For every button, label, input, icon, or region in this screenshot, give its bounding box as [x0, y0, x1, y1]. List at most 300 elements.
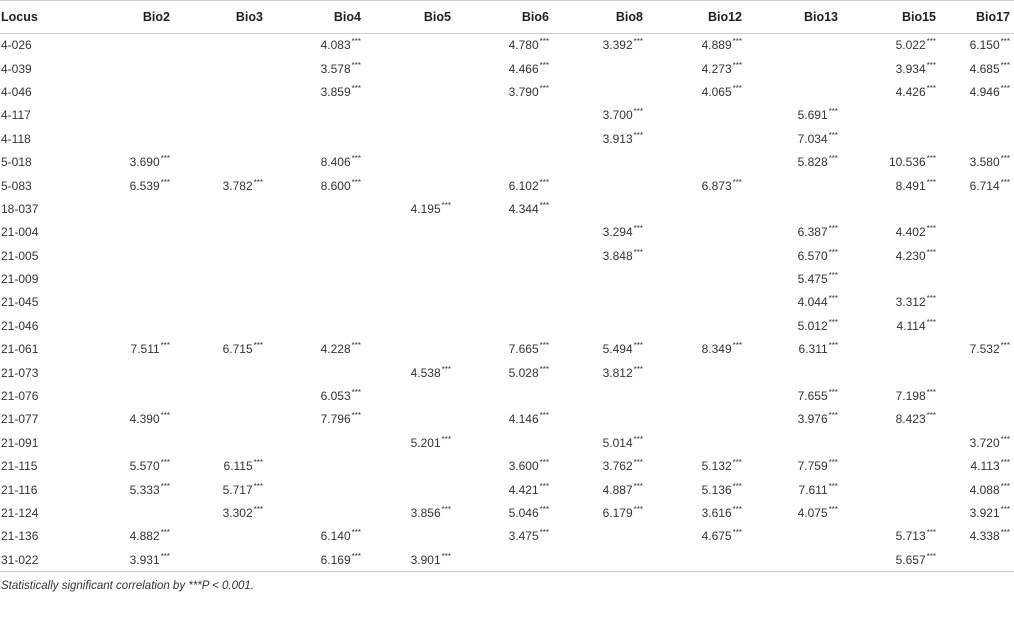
cell-value: 6.570: [797, 248, 828, 263]
cell-value: 5.475: [797, 272, 828, 287]
cell-value: 3.976: [797, 412, 828, 427]
value-cell: [365, 80, 455, 103]
cell-value: 6.169: [320, 552, 351, 567]
value-cell: [647, 80, 746, 103]
cell-value: 4.882: [129, 529, 160, 544]
significance-marker: ***: [926, 294, 936, 304]
value-cell: [365, 104, 455, 127]
header-row: [0, 1, 1014, 34]
significance-marker: ***: [539, 177, 549, 187]
significance-marker: ***: [633, 434, 643, 444]
significance-marker: ***: [926, 37, 936, 47]
value-cell: [746, 525, 842, 548]
value-cell: [455, 314, 553, 337]
value-cell: [71, 408, 174, 431]
value-cell: [940, 80, 1014, 103]
value-cell: [455, 267, 553, 290]
cell-value: 3.580: [969, 155, 1000, 170]
value-cell: [71, 150, 174, 173]
value-cell: [746, 244, 842, 267]
value-cell: [647, 478, 746, 501]
value-cell: [365, 525, 455, 548]
locus-cell: 21-076: [1, 389, 39, 404]
cell-value: 4.088: [969, 482, 1000, 497]
cell-value: 3.934: [895, 61, 926, 76]
value-cell: [174, 525, 267, 548]
cell-value: 3.700: [602, 108, 633, 123]
value-cell: [647, 127, 746, 150]
value-cell: [365, 314, 455, 337]
value-cell: [553, 478, 647, 501]
cell-value: 6.873: [701, 178, 732, 193]
value-cell: [553, 291, 647, 314]
cell-value: 4.344: [508, 201, 539, 216]
value-cell: [174, 80, 267, 103]
value-cell: [267, 361, 365, 384]
value-cell: [267, 150, 365, 173]
value-cell: [647, 150, 746, 173]
value-cell: [746, 34, 842, 57]
significance-marker: ***: [1000, 60, 1010, 70]
value-cell: [365, 244, 455, 267]
significance-marker: ***: [926, 83, 936, 93]
column-header-bio8: Bio8: [553, 1, 647, 34]
value-cell: [71, 384, 174, 407]
locus-cell: 31-022: [0, 548, 71, 571]
value-cell: [71, 34, 174, 57]
value-cell: [553, 267, 647, 290]
value-cell: [842, 314, 940, 337]
value-cell: [174, 267, 267, 290]
value-cell: [174, 291, 267, 314]
cell-value: 5.012: [797, 318, 828, 333]
table-row: [0, 361, 1014, 384]
significance-marker: ***: [732, 481, 742, 491]
value-cell: [365, 197, 455, 220]
cell-value: 3.848: [602, 248, 633, 263]
cell-value: 3.294: [602, 225, 633, 240]
significance-marker: ***: [253, 177, 263, 187]
cell-value: 4.113: [970, 459, 1000, 474]
value-cell: [174, 501, 267, 524]
value-cell: [842, 197, 940, 220]
value-cell: [842, 244, 940, 267]
cell-value: 3.475: [508, 529, 539, 544]
locus-cell: 21-091: [1, 435, 39, 450]
value-cell: [746, 408, 842, 431]
value-cell: [174, 314, 267, 337]
cell-value: 4.538: [410, 365, 441, 380]
value-cell: [174, 455, 267, 478]
cell-value: 4.675: [701, 529, 732, 544]
significance-marker: ***: [926, 388, 936, 398]
value-cell: [455, 34, 553, 57]
value-cell: [940, 455, 1014, 478]
significance-marker: ***: [1000, 434, 1010, 444]
value-cell: [267, 244, 365, 267]
value-cell: [746, 127, 842, 150]
value-cell: [71, 267, 174, 290]
significance-marker: ***: [633, 130, 643, 140]
cell-value: 4.083: [320, 38, 351, 53]
table-row: [0, 104, 1014, 127]
value-cell: [553, 57, 647, 80]
value-cell: [71, 80, 174, 103]
value-cell: [71, 455, 174, 478]
cell-value: 3.931: [129, 552, 160, 567]
value-cell: [71, 478, 174, 501]
cell-value: 4.780: [508, 38, 539, 53]
value-cell: [940, 57, 1014, 80]
cell-value: 4.146: [508, 412, 539, 427]
significance-marker: ***: [1000, 177, 1010, 187]
value-cell: [746, 267, 842, 290]
locus-cell: 21-136: [1, 529, 39, 544]
significance-marker: ***: [828, 224, 838, 234]
cell-value: 7.759: [797, 459, 828, 474]
value-cell: [940, 548, 1014, 571]
value-cell: [746, 104, 842, 127]
locus-cell: 4-046: [1, 84, 32, 99]
significance-marker: ***: [1000, 528, 1010, 538]
cell-value: 3.856: [410, 506, 441, 520]
cell-value: 8.491: [895, 178, 926, 193]
significance-marker: ***: [633, 37, 643, 47]
value-cell: [553, 548, 647, 571]
value-cell: [365, 501, 455, 524]
significance-marker: ***: [539, 200, 549, 210]
cell-value: 5.494: [602, 342, 633, 357]
cell-value: 6.140: [320, 529, 351, 544]
significance-marker: ***: [351, 154, 361, 164]
value-cell: [647, 104, 746, 127]
table-row: [0, 384, 1014, 407]
value-cell: [71, 431, 174, 454]
cell-value: 7.655: [797, 389, 828, 404]
value-cell: [940, 314, 1014, 337]
value-cell: [553, 80, 647, 103]
significance-marker: ***: [539, 364, 549, 374]
significance-marker: ***: [253, 458, 263, 468]
significance-marker: ***: [160, 154, 170, 164]
value-cell: [647, 244, 746, 267]
value-cell: [455, 174, 553, 197]
table-row: [0, 150, 1014, 173]
value-cell: [365, 361, 455, 384]
value-cell: [746, 501, 842, 524]
cell-value: 5.717: [222, 482, 253, 497]
value-cell: [365, 455, 455, 478]
value-cell: [71, 525, 174, 548]
cell-value: 3.312: [895, 295, 926, 310]
value-cell: [455, 384, 553, 407]
significance-marker: ***: [441, 200, 451, 210]
cell-value: 4.889: [701, 38, 732, 53]
value-cell: [365, 548, 455, 571]
value-cell: [842, 174, 940, 197]
cell-value: 4.421: [508, 482, 539, 497]
value-cell: [647, 408, 746, 431]
value-cell: [842, 291, 940, 314]
value-cell: [455, 525, 553, 548]
column-header-locus: Locus: [0, 1, 71, 34]
significance-marker: ***: [926, 154, 936, 164]
significance-marker: ***: [351, 341, 361, 351]
value-cell: [71, 501, 174, 524]
cell-value: 3.392: [602, 38, 633, 53]
locus-cell: 21-009: [1, 272, 39, 287]
significance-marker: ***: [926, 224, 936, 234]
value-cell: [71, 244, 174, 267]
significance-marker: ***: [926, 528, 936, 538]
significance-marker: ***: [926, 247, 936, 257]
value-cell: [267, 408, 365, 431]
significance-marker: ***: [160, 177, 170, 187]
value-cell: [174, 244, 267, 267]
value-cell: [842, 338, 940, 361]
cell-value: 8.600: [320, 178, 351, 193]
cell-value: 5.046: [508, 506, 539, 520]
value-cell: [842, 548, 940, 571]
significance-marker: ***: [633, 247, 643, 257]
significance-marker: ***: [539, 37, 549, 47]
value-cell: [267, 104, 365, 127]
table-row: [0, 244, 1014, 267]
value-cell: [174, 361, 267, 384]
significance-marker: ***: [732, 60, 742, 70]
significance-marker: ***: [441, 505, 451, 514]
value-cell: [267, 525, 365, 548]
value-cell: [455, 221, 553, 244]
cell-value: 4.065: [701, 84, 732, 99]
significance-marker: ***: [253, 341, 263, 351]
cell-value: 4.946: [969, 84, 1000, 99]
value-cell: [174, 338, 267, 361]
significance-marker: ***: [828, 294, 838, 304]
value-cell: [746, 338, 842, 361]
significance-marker: ***: [539, 411, 549, 421]
value-cell: [940, 501, 1014, 524]
value-cell: [647, 57, 746, 80]
value-cell: [842, 361, 940, 384]
value-cell: [940, 34, 1014, 57]
value-cell: [647, 267, 746, 290]
value-cell: [647, 197, 746, 220]
value-cell: [647, 221, 746, 244]
value-cell: [267, 57, 365, 80]
significance-marker: ***: [539, 60, 549, 70]
value-cell: [553, 127, 647, 150]
value-cell: [174, 431, 267, 454]
significance-marker: ***: [441, 434, 451, 444]
cell-value: 4.230: [895, 248, 926, 263]
table-row: [0, 34, 1014, 57]
significance-marker: ***: [160, 528, 170, 538]
cell-value: 3.921: [969, 506, 1000, 520]
value-cell: [174, 221, 267, 244]
significance-marker: ***: [633, 224, 643, 234]
value-cell: [71, 221, 174, 244]
value-cell: [455, 338, 553, 361]
cell-value: 4.114: [896, 318, 926, 333]
significance-marker: ***: [828, 505, 838, 514]
cell-value: 7.611: [798, 482, 828, 497]
significance-marker: ***: [926, 317, 936, 327]
value-cell: [174, 384, 267, 407]
locus-cell: 21-115: [1, 459, 38, 474]
column-header-bio3: Bio3: [174, 1, 267, 34]
value-cell: [647, 291, 746, 314]
value-cell: [455, 104, 553, 127]
locus-cell: 21-046: [1, 318, 39, 333]
value-cell: [365, 431, 455, 454]
cell-value: 6.387: [797, 225, 828, 240]
significance-marker: ***: [539, 481, 549, 491]
significance-marker: ***: [160, 481, 170, 491]
value-cell: [842, 57, 940, 80]
value-cell: [455, 197, 553, 220]
cell-value: 6.539: [129, 178, 160, 193]
value-cell: [842, 501, 940, 524]
value-cell: [842, 80, 940, 103]
value-cell: [267, 548, 365, 571]
cell-value: 7.198: [895, 389, 926, 404]
cell-value: 3.302: [222, 506, 253, 520]
value-cell: [174, 34, 267, 57]
cell-value: 4.685: [969, 61, 1000, 76]
significance-marker: ***: [828, 388, 838, 398]
locus-cell: 21-045: [1, 295, 39, 310]
significance-marker: ***: [539, 458, 549, 468]
significance-marker: ***: [828, 271, 838, 281]
significance-marker: ***: [732, 177, 742, 187]
value-cell: [553, 501, 647, 524]
cell-value: 10.536: [888, 155, 926, 170]
significance-marker: ***: [732, 458, 742, 468]
significance-marker: ***: [441, 551, 451, 561]
value-cell: [553, 104, 647, 127]
value-cell: [365, 478, 455, 501]
value-cell: [842, 455, 940, 478]
value-cell: [267, 127, 365, 150]
value-cell: [746, 478, 842, 501]
table-row: [0, 548, 1014, 571]
cell-value: 4.228: [320, 342, 351, 357]
column-header-bio5: Bio5: [365, 1, 455, 34]
significance-marker: ***: [160, 458, 170, 468]
significance-marker: ***: [828, 458, 838, 468]
value-cell: [174, 174, 267, 197]
significance-marker: ***: [828, 130, 838, 140]
value-cell: [71, 291, 174, 314]
significance-marker: ***: [351, 411, 361, 421]
column-header-bio2: Bio2: [71, 1, 174, 34]
cell-value: 8.349: [701, 342, 732, 357]
value-cell: [365, 221, 455, 244]
value-cell: [365, 291, 455, 314]
value-cell: [553, 338, 647, 361]
locus-cell: 4-117: [1, 108, 31, 123]
value-cell: [647, 501, 746, 524]
significance-marker: ***: [828, 107, 838, 117]
significance-marker: ***: [1000, 341, 1010, 351]
value-cell: [940, 408, 1014, 431]
significance-marker: ***: [351, 388, 361, 398]
value-cell: [842, 150, 940, 173]
value-cell: [647, 455, 746, 478]
value-cell: [940, 478, 1014, 501]
table-body: [0, 34, 1014, 572]
significance-marker: ***: [253, 505, 263, 514]
significance-marker: ***: [1000, 481, 1010, 491]
value-cell: [267, 267, 365, 290]
value-cell: [553, 150, 647, 173]
significance-marker: ***: [351, 83, 361, 93]
significance-marker: ***: [828, 481, 838, 491]
cell-value: 8.423: [895, 412, 926, 427]
significance-marker: ***: [1000, 154, 1010, 164]
locus-cell: 4-026: [1, 38, 32, 53]
value-cell: [746, 361, 842, 384]
value-cell: [553, 174, 647, 197]
value-cell: [940, 384, 1014, 407]
cell-value: 3.790: [508, 84, 539, 99]
significance-marker: ***: [732, 37, 742, 47]
cell-value: 5.022: [895, 38, 926, 53]
value-cell: [71, 548, 174, 571]
value-cell: [267, 478, 365, 501]
value-cell: [746, 314, 842, 337]
locus-cell: 21-005: [1, 248, 39, 263]
cell-value: 6.115: [223, 459, 253, 474]
value-cell: [174, 57, 267, 80]
value-cell: [553, 431, 647, 454]
significance-marker: ***: [1000, 37, 1010, 47]
value-cell: [746, 57, 842, 80]
cell-value: 4.466: [508, 61, 539, 76]
value-cell: [940, 338, 1014, 361]
locus-cell: 21-073: [1, 365, 39, 380]
cell-value: 3.578: [320, 61, 351, 76]
significance-marker: ***: [926, 60, 936, 70]
significance-marker: ***: [160, 411, 170, 421]
value-cell: [553, 361, 647, 384]
value-cell: [71, 197, 174, 220]
value-cell: [267, 338, 365, 361]
value-cell: [842, 127, 940, 150]
value-cell: [842, 478, 940, 501]
value-cell: [647, 174, 746, 197]
locus-cell: 18-037: [1, 201, 39, 216]
value-cell: [455, 361, 553, 384]
value-cell: [746, 384, 842, 407]
significance-marker: ***: [1000, 458, 1010, 468]
table-row: [0, 221, 1014, 244]
value-cell: [365, 127, 455, 150]
column-header-bio13: Bio13: [746, 1, 842, 34]
cell-value: 5.657: [895, 552, 926, 567]
cell-value: 7.034: [797, 131, 828, 146]
significance-marker: ***: [351, 528, 361, 538]
cell-value: 3.901: [410, 552, 441, 567]
cell-value: 5.201: [410, 435, 441, 450]
significance-marker: ***: [828, 341, 838, 351]
value-cell: [746, 548, 842, 571]
column-header-bio15: Bio15: [842, 1, 940, 34]
value-cell: [940, 244, 1014, 267]
value-cell: [746, 150, 842, 173]
cell-value: 4.338: [969, 529, 1000, 544]
